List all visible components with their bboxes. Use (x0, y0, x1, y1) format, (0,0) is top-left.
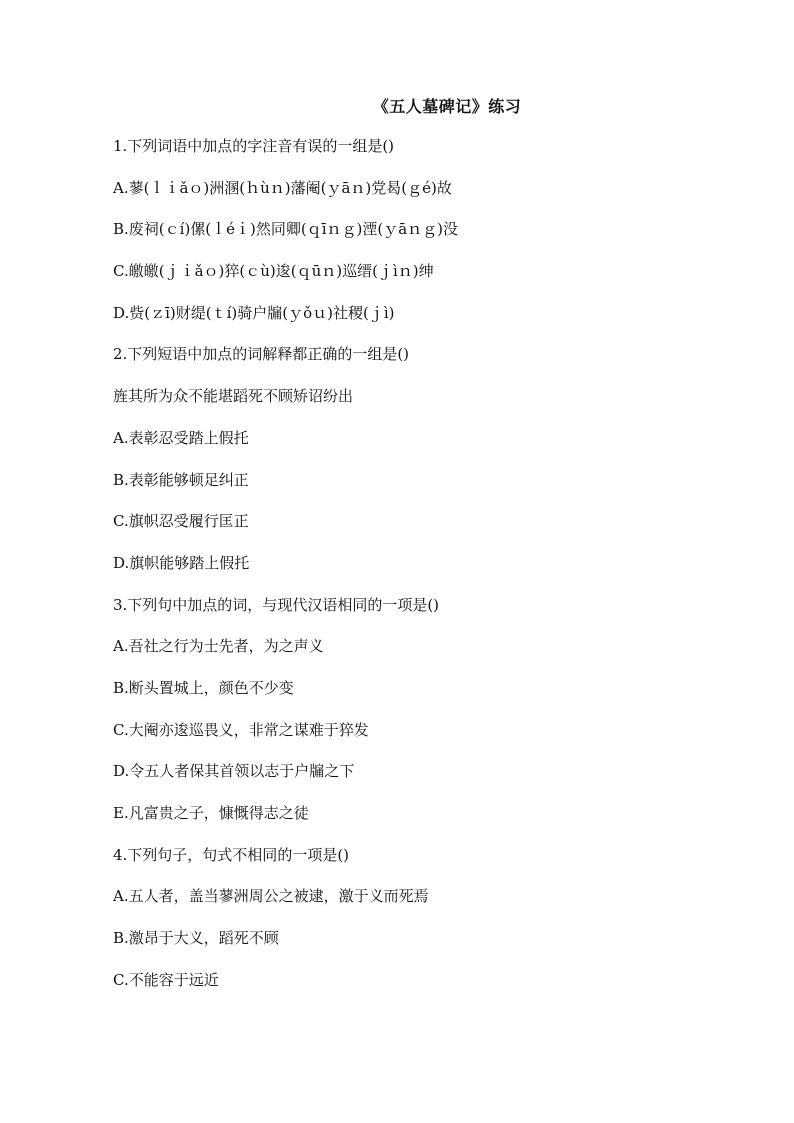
question-1-option-c: C.皦皦(ｊｉǎｏ)猝(ｃù)逡(ｑūｎ)巡缙(ｊìｎ)绅 (113, 262, 434, 281)
question-1-option-a: A.蓼(ｌｉǎｏ)洲溷(ｈùｎ)藩阉(ｙāｎ)党曷(ｇé)故 (113, 178, 452, 197)
question-3-option-e: E.凡富贵之子，慷慨得志之徒 (113, 804, 309, 822)
question-2-option-c: C.旗帜忍受履行匡正 (113, 512, 249, 531)
question-3-option-a: A.吾社之行为士先者，为之声义 (113, 637, 324, 656)
question-2-option-a: A.表彰忍受踏上假托 (113, 428, 249, 447)
question-4-option-c: C.不能容于远近 (113, 970, 219, 989)
question-4-option-b: B.激昂于大义，蹈死不顾 (113, 929, 279, 948)
question-1-option-b: B.废祠(ｃí)傫(ｌéｉ)然同卿(ｑīｎｇ)湮(ｙāｎｇ)没 (113, 220, 459, 239)
question-2: 2.下列短语中加点的词解释都正确的一组是() (113, 345, 410, 364)
question-2-option-d: D.旗帜能够踏上假托 (113, 553, 250, 572)
exercise-body (113, 136, 753, 1011)
question-3: 3.下列句中加点的词，与现代汉语相同的一项是() (113, 595, 440, 614)
question-3-option-d: D.令五人者保其首领以志于户牖之下 (113, 762, 355, 781)
question-1-option-d: D.赀(ｚī)财缇(ｔí)骑户牖(ｙǒｕ)社稷(ｊì) (113, 303, 395, 322)
question-2-option-b: B.表彰能够顿足纠正 (113, 470, 249, 489)
document-title: 《五人墓碑记》练习 (372, 97, 522, 116)
question-2-phrases: 旌其所为众不能堪蹈死不顾矫诏纷出 (113, 387, 354, 406)
question-4-option-a: A.五人者，盖当蓼洲周公之被逮，激于义而死焉 (113, 887, 429, 906)
question-3-option-c: C.大阉亦逡巡畏义，非常之谋难于猝发 (113, 720, 369, 739)
question-4: 4.下列句子，句式不相同的一项是() (113, 845, 350, 864)
question-3-option-b: B.断头置城上，颜色不少变 (113, 678, 294, 697)
question-1: 1.下列词语中加点的字注音有误的一组是() (113, 137, 395, 155)
